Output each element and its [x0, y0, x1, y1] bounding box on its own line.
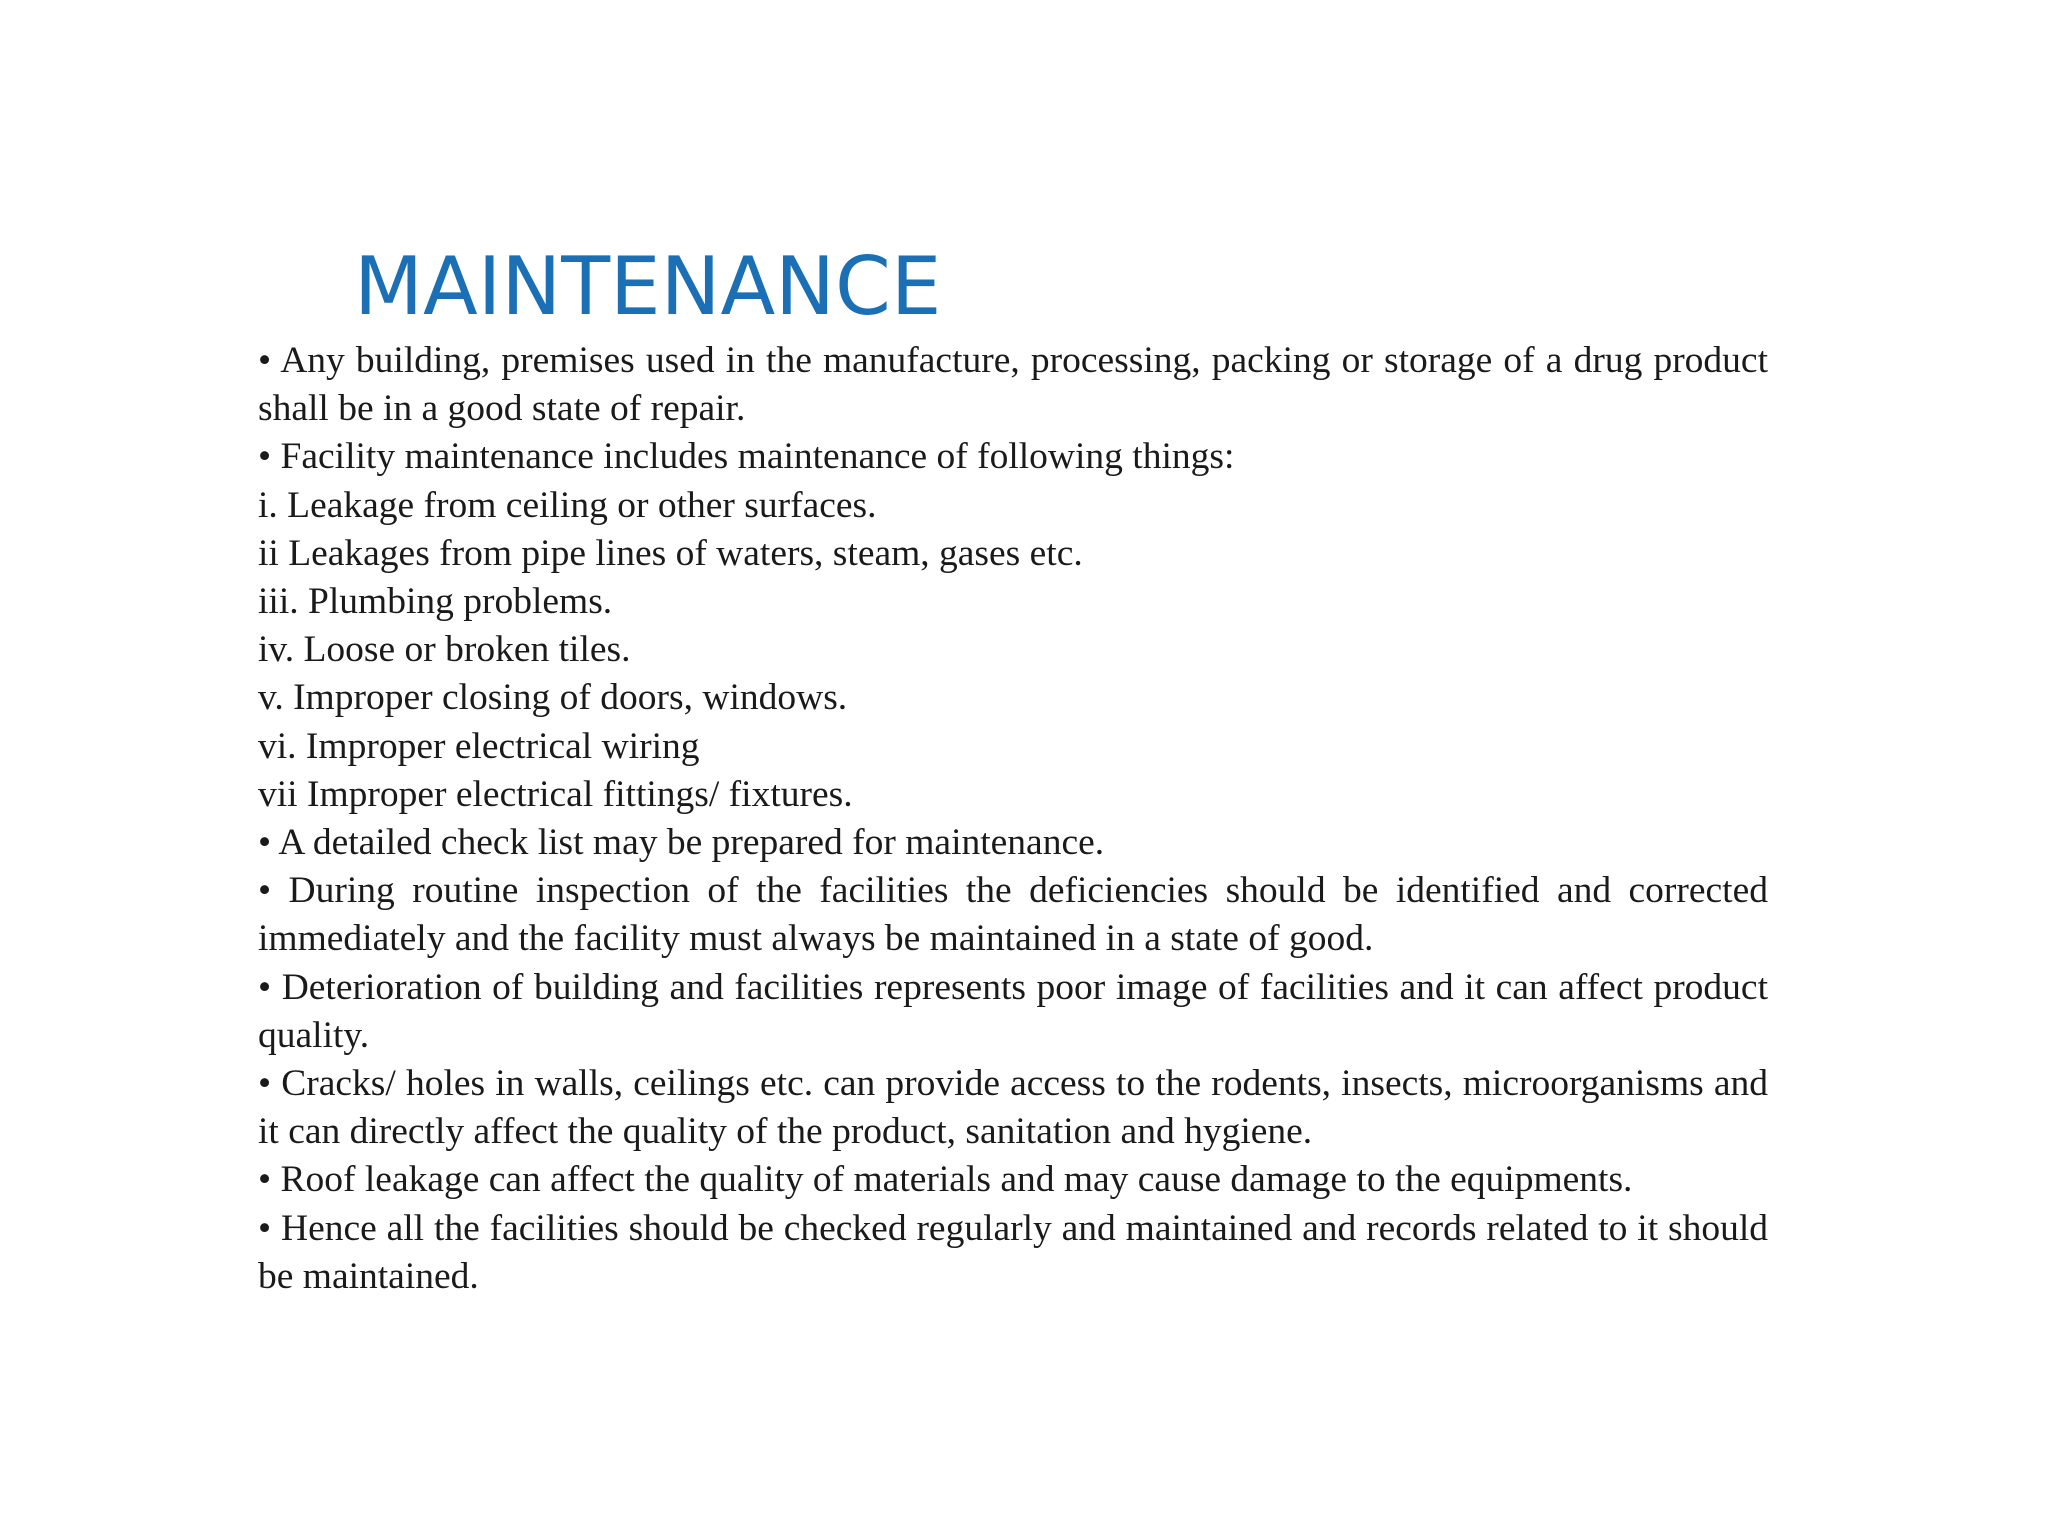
- slide-title: MAINTENANCE: [354, 240, 942, 333]
- list-item-plumbing: iii. Plumbing problems.: [258, 581, 613, 623]
- list-item-fittings: vii Improper electrical fittings/ fixtures.: [258, 773, 853, 815]
- bullet-deterioration: • Deterioration of building and facilities represents poor image of facilities and it can affect product quality.: [258, 966, 1768, 1056]
- bullet-building-repair: • Any building, premises used in the manufacture, processing, packing or storage of a drug product shall be in a good state of repair.: [258, 340, 1768, 430]
- list-item-doors-windows: v. Improper closing of doors, windows.: [258, 677, 848, 719]
- bullet-roof-leakage: • Roof leakage can affect the quality of materials and may cause damage to the equipments.: [258, 1159, 1633, 1201]
- bullet-cracks-holes: • Cracks/ holes in walls, ceilings etc. can provide access to the rodents, insects, microorganisms and it can directly affect the quality of the product, sanitation and hygiene.: [258, 1063, 1768, 1153]
- bullet-check-list: • A detailed check list may be prepared for maintenance.: [258, 822, 1105, 864]
- slide-body: [258, 337, 1768, 1301]
- list-item-wiring: vi. Improper electrical wiring: [258, 725, 700, 767]
- bullet-routine-inspection: • During routine inspection of the facilities the deficiencies should be identified and corrected immediately and the facility must always be maintained in a state of good.: [258, 870, 1768, 960]
- list-item-leakage-pipes: ii Leakages from pipe lines of waters, steam, gases etc.: [258, 532, 1083, 574]
- bullet-facility-maintenance: • Facility maintenance includes maintenance of following things:: [258, 436, 1235, 478]
- bullet-regular-checks: • Hence all the facilities should be checked regularly and maintained and records related to it should be maintained.: [258, 1207, 1768, 1297]
- list-item-tiles: iv. Loose or broken tiles.: [258, 629, 631, 671]
- list-item-leakage-ceiling: i. Leakage from ceiling or other surfaces.: [258, 484, 877, 526]
